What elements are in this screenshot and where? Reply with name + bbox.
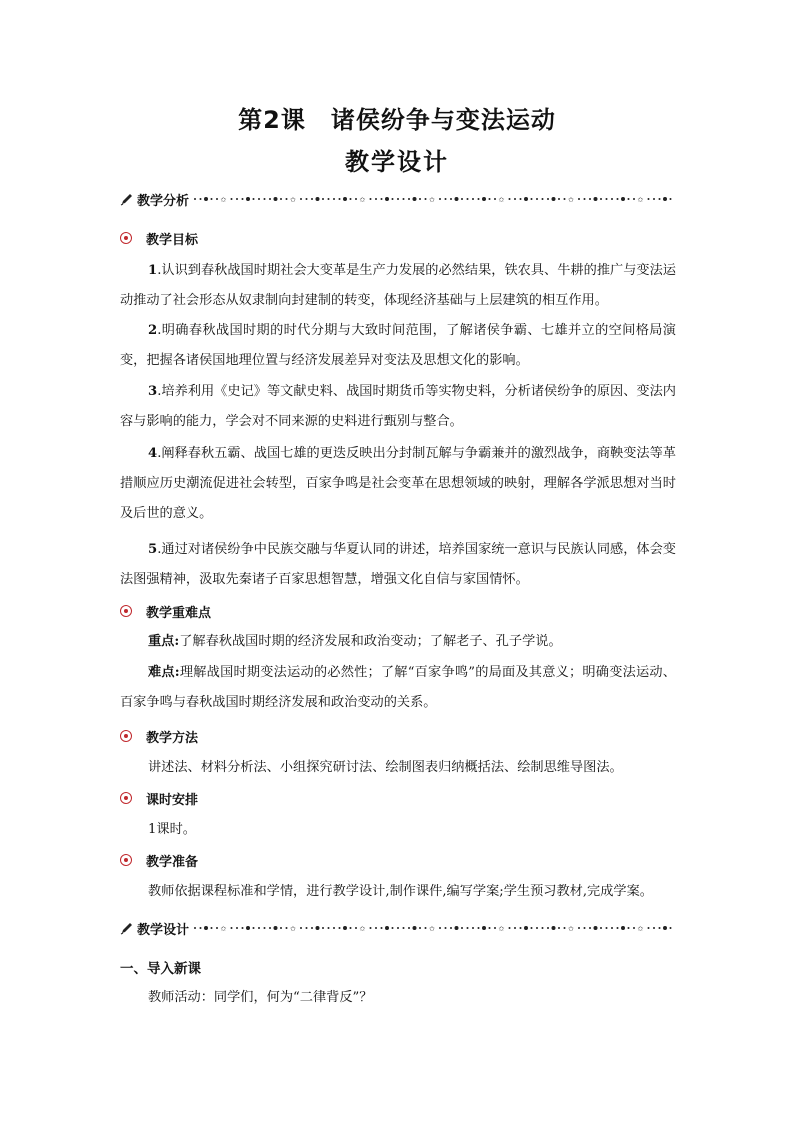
target-bullet-icon [120,605,132,617]
section-heading: 教学重难点 [146,605,212,621]
section-schedule [120,788,198,808]
section-preparation [120,850,198,870]
goal-item-5: 5.通过对诸侯纷争中民族交融与华夏认同的讲述，培养国家统一意识与民族认同感，体会变法图强精神，汲取先秦诸子百家思想智慧，增强文化自信与家国情怀。 [120,542,676,587]
lesson-subtitle: 教学设计 [345,148,449,176]
svg-text:✩: ✩ [637,196,644,203]
svg-text:✩: ✩ [290,196,296,203]
svg-text:✩: ✩ [359,925,366,932]
section-teaching-goals [120,228,198,248]
dotted-line [193,924,676,932]
target-bullet-icon [120,792,132,804]
pen-icon [120,921,134,935]
intro-text: 教师活动：同学们，何为“二律背反”？ [148,990,373,1005]
section-teaching-methods [120,726,198,746]
svg-text:✩: ✩ [498,925,505,932]
methods-text: 讲述法、材料分析法、小组探究研讨法、绘制图表归纳概括法、绘制思维导图法。 [148,760,623,775]
svg-text:✩: ✩ [220,925,227,932]
divider-label: 教学设计 [137,922,190,938]
goal-item-3: 3.培养利用《史记》等文献史料、战国时期货币等实物史料，分析诸侯纷争的原因、变法内容与影响的能力，学会对不同来源的史料进行甄别与整合。 [120,384,676,429]
svg-text:✩: ✩ [220,196,227,203]
intro-heading: 一、导入新课 [120,961,201,977]
lesson-title: 第2课 诸侯纷争与变法运动 [238,106,556,134]
svg-text:✩: ✩ [568,196,574,203]
target-bullet-icon [120,232,132,244]
divider-teaching-design [120,919,676,937]
svg-text:✩: ✩ [637,925,644,932]
goal-item-2: 2.明确春秋战国时期的时代分期与大致时间范围，了解诸侯争霸、七雄并立的空间格局演变，把握各诸侯国地理位置与经济发展差异对变法及思想文化的影响。 [120,323,676,368]
section-heading: 教学方法 [146,730,199,746]
schedule-text: 1课时。 [148,822,196,837]
svg-text:✩: ✩ [429,196,435,203]
target-bullet-icon [120,854,132,866]
section-heading: 教学目标 [146,232,199,248]
svg-text:✩: ✩ [290,925,296,932]
section-heading: 教学准备 [146,854,199,870]
difficult-point-text: 难点:理解战国时期变法运动的必然性；了解“百家争鸣”的局面及其意义；明确变法运动、百家争鸣与春秋战国时期经济发展和政治变动的关系。 [120,665,676,710]
goal-item-1: 1.认识到春秋战国时期社会大变革是生产力发展的必然结果，铁农具、牛耕的推广与变法运动推动了社会形态从奴隶制向封建制的转变，体现经济基础与上层建筑的相互作用。 [120,263,676,308]
key-point-text: 重点:了解春秋战国时期的经济发展和政治变动；了解老子、孔子学说。 [148,634,562,649]
section-key-points [120,601,211,621]
preparation-text: 教师依据课程标准和学情，进行教学设计,制作课件,编写学案;学生预习教材,完成学案。 [148,884,653,899]
divider-teaching-analysis [120,190,676,208]
svg-text:✩: ✩ [498,196,505,203]
pen-icon [120,192,134,206]
goal-item-4: 4.阐释春秋五霸、战国七雄的更迭反映出分封制瓦解与争霸兼并的激烈战争，商鞅变法等革措顺应历史潮流促进社会转型，百家争鸣是社会变革在思想领域的映射，理解各学派思想对当时及后世的意义。 [120,446,676,521]
svg-text:✩: ✩ [568,925,574,932]
divider-label: 教学分析 [137,193,190,209]
svg-text:✩: ✩ [359,196,366,203]
svg-text:✩: ✩ [429,925,435,932]
section-heading: 课时安排 [146,792,199,808]
target-bullet-icon [120,730,132,742]
dotted-line [193,195,676,203]
